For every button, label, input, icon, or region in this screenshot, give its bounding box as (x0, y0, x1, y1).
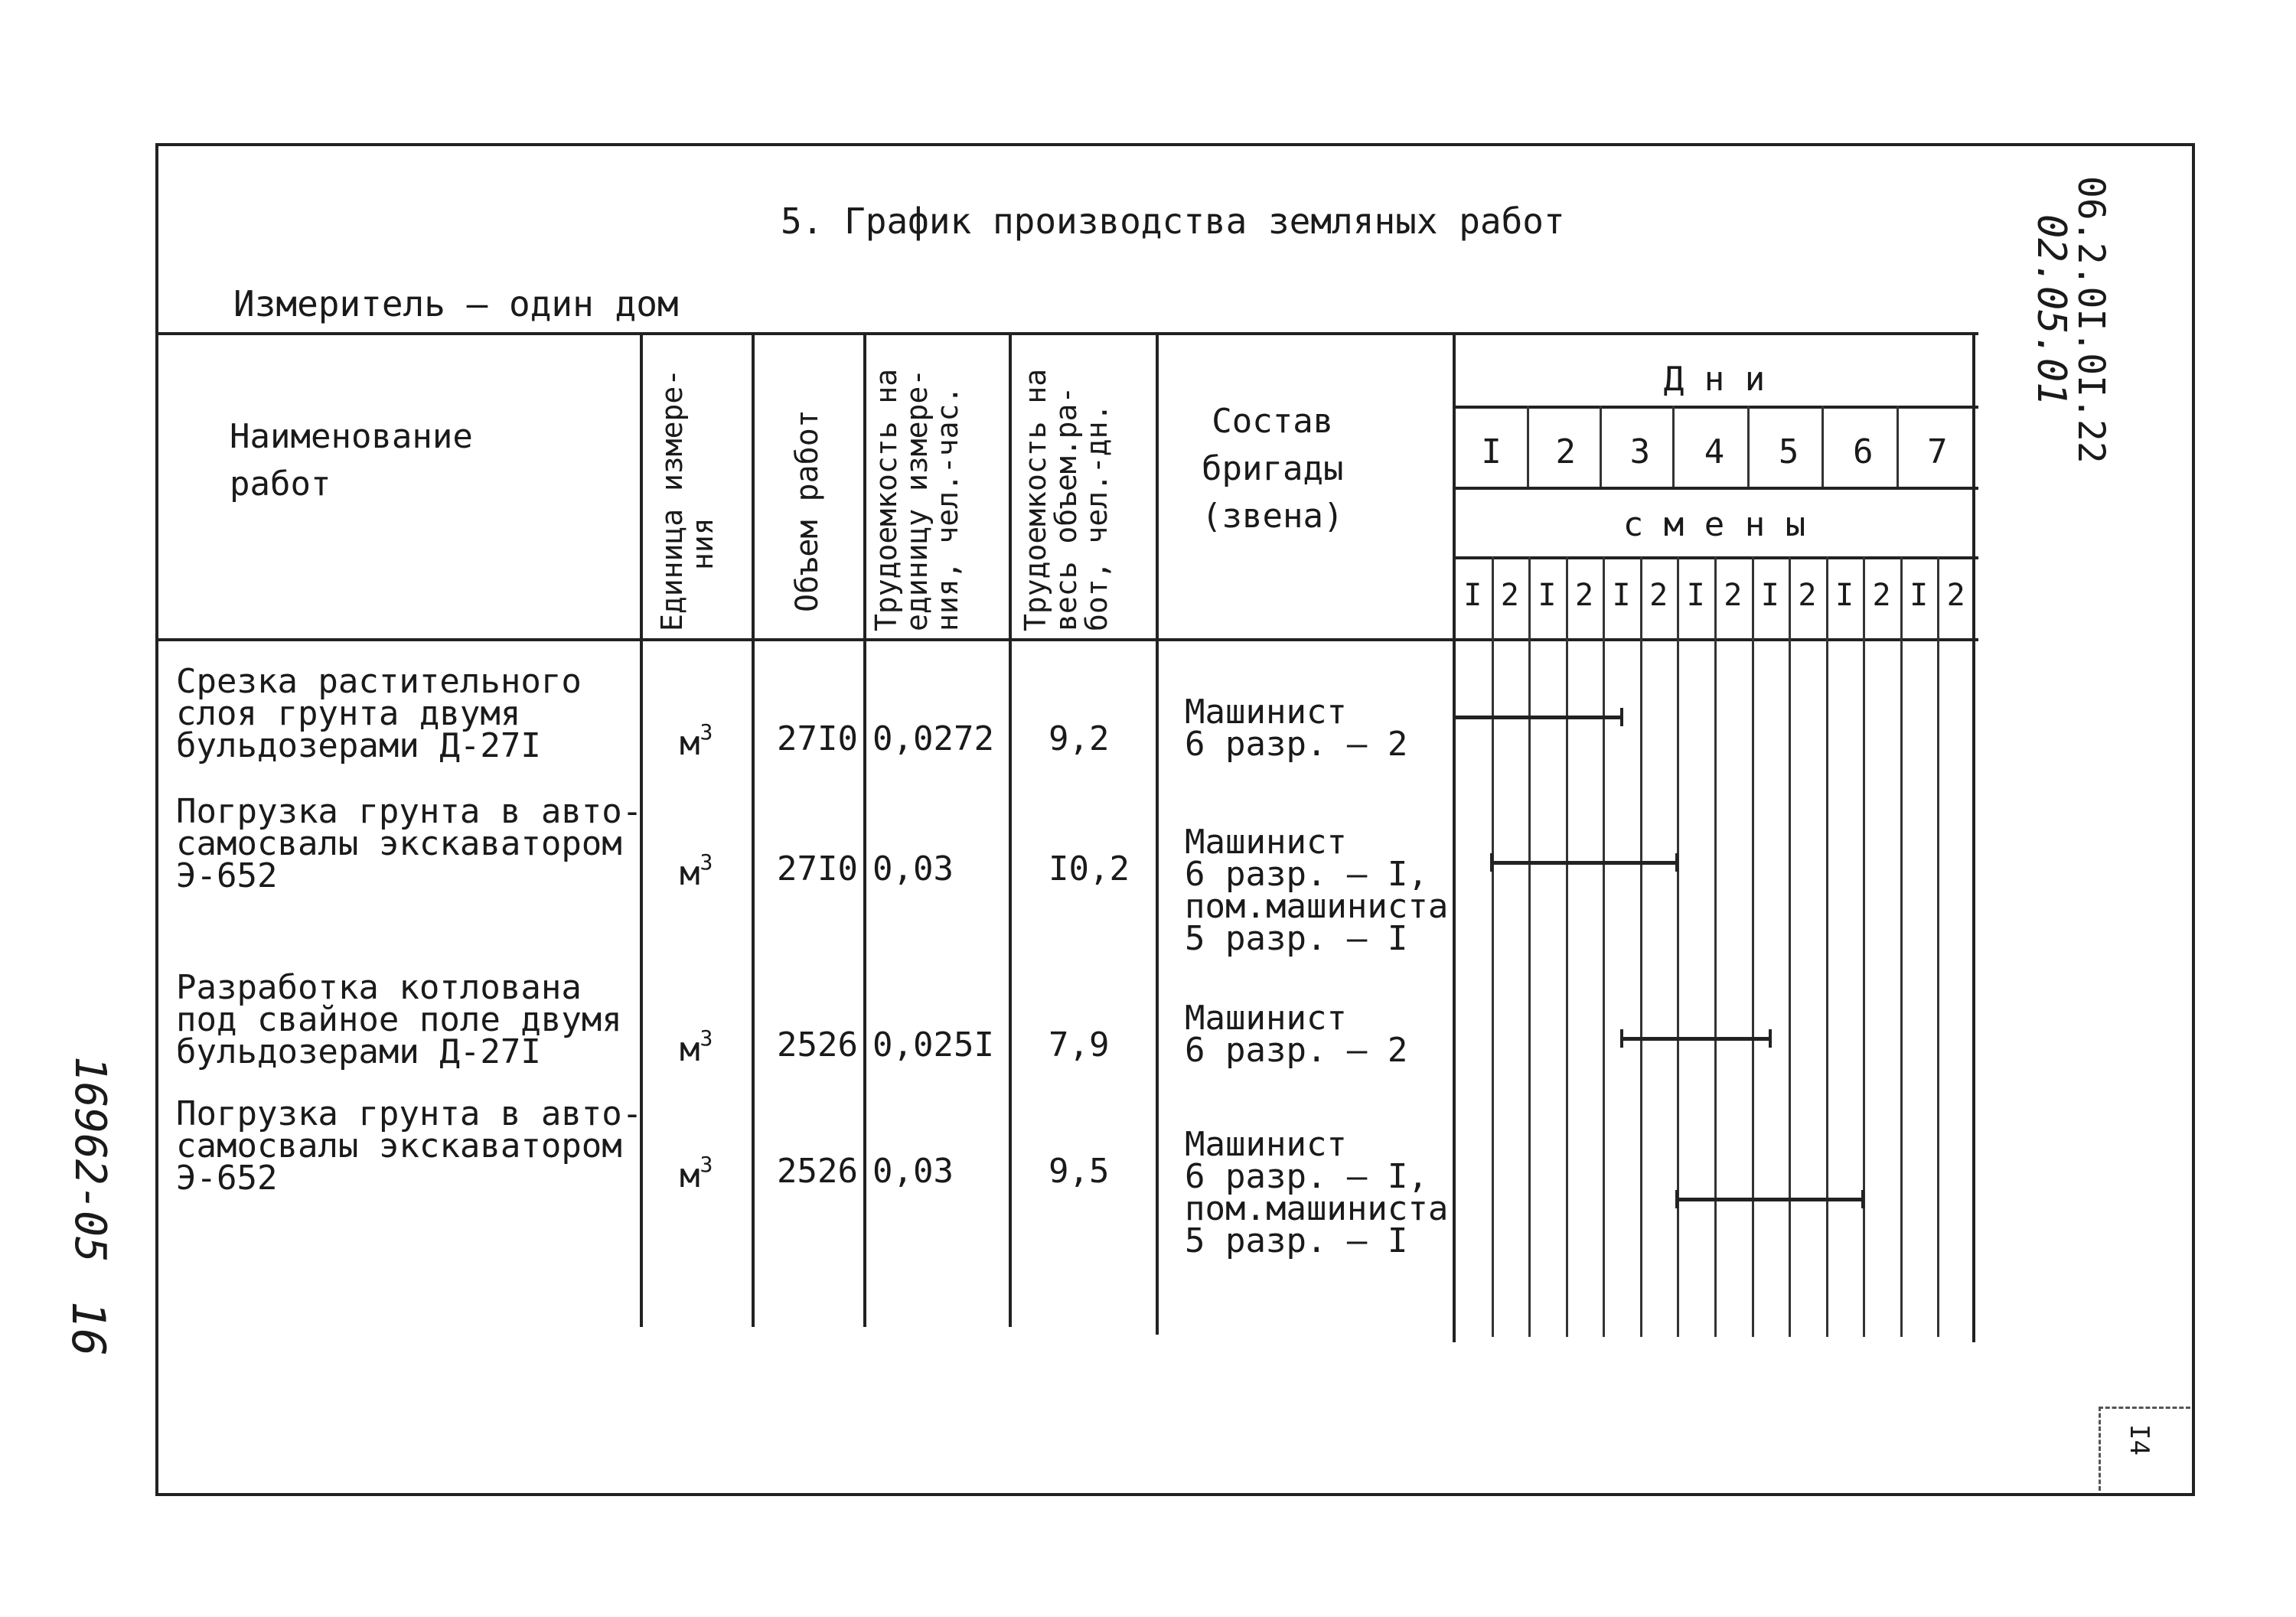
shift-grid-line (1752, 556, 1754, 1337)
row-crew (1185, 999, 1408, 1070)
shift-grid-line (1900, 556, 1903, 1337)
row-name-line: Срезка растительного (176, 662, 582, 701)
schedule-bar-end (1675, 853, 1678, 872)
header-crew-line: Состав (1212, 402, 1334, 441)
schedule-bar (1454, 716, 1622, 719)
row-unit (680, 849, 713, 893)
side-doc-number: 16962-05 (65, 1056, 115, 1263)
schedule-bar (1677, 1198, 1863, 1201)
shift-grid-line (1528, 556, 1531, 1337)
row-volume: 2526 (777, 1152, 858, 1191)
header-days-label: Д н и (1663, 360, 1766, 399)
row-crew-line: 6 разр. – I, (1185, 1157, 1428, 1196)
col-line-schedule (1453, 332, 1456, 1342)
row-volume: 2526 (777, 1025, 858, 1064)
shift-number: I (1910, 578, 1929, 613)
row-crew (1185, 1125, 1449, 1260)
row-name (176, 1094, 643, 1198)
table-header-bottom-line (157, 638, 1978, 641)
row-crew-line: 5 разр. – I (1185, 1221, 1408, 1260)
row-unit-base: м (680, 1030, 700, 1069)
shift-number: I (1463, 578, 1482, 613)
shift-grid-line (1937, 556, 1939, 1337)
header-volume: Объем работ (790, 409, 825, 612)
row-unit-base: м (680, 724, 700, 763)
row-unit-exponent: 3 (700, 1152, 713, 1177)
day-number: 2 (1555, 432, 1576, 471)
shift-grid-line (1677, 556, 1679, 1337)
table-top-line (157, 332, 1978, 335)
row-crew-line: 6 разр. – I, (1185, 855, 1428, 894)
header-unit (657, 369, 718, 631)
row-crew-line: Машинист (1185, 693, 1347, 732)
days-line (1454, 406, 1978, 409)
row-labor-unit: 0,03 (872, 849, 954, 888)
row-name-line: Погрузка грунта в авто- (176, 1094, 643, 1133)
row-name (176, 662, 582, 765)
shift-number: I (1686, 578, 1705, 613)
shift-grid-line (1863, 556, 1865, 1337)
row-crew-line: пом.машиниста (1185, 887, 1449, 926)
day-number: 4 (1704, 432, 1725, 471)
shift-number: 2 (1724, 578, 1743, 613)
row-name-line: самосвалы экскаватором (176, 824, 622, 863)
measure-label: Измеритель – один дом (233, 283, 679, 324)
header-name (230, 413, 473, 508)
side-page-number: 16 (61, 1301, 115, 1357)
row-name-line: бульдозерами Д-27I (176, 1032, 541, 1071)
schedule-bar-end (1453, 708, 1456, 726)
row-volume: 27I0 (777, 849, 858, 888)
schedule-bar (1492, 861, 1678, 865)
col-line-labor-unit (863, 332, 866, 1327)
row-unit-base: м (680, 854, 700, 893)
row-name (176, 968, 622, 1071)
shift-grid-line (1826, 556, 1828, 1337)
row-name-line: слоя грунта двумя (176, 694, 521, 733)
col-line-end (1972, 332, 1975, 1342)
shift-grid-line (1789, 556, 1791, 1337)
row-crew-line: 6 разр. – 2 (1185, 1031, 1408, 1070)
shift-grid-line (1714, 556, 1717, 1337)
row-unit-exponent: 3 (700, 719, 713, 745)
row-name-line: Разработка котлована (176, 968, 582, 1007)
shift-number: 2 (1872, 578, 1891, 613)
header-labor-total-line: Трудоемкость на (1019, 368, 1052, 631)
side-code-2: 02.05.01 (2028, 214, 2074, 406)
schedule-bar (1622, 1037, 1770, 1041)
schedule-bar-end (1490, 853, 1493, 872)
row-labor-total: 9,2 (1049, 719, 1110, 758)
header-labor-total-line: бот, чел.-дн. (1080, 403, 1114, 631)
row-crew-line: Машинист (1185, 999, 1347, 1038)
shift-number: I (1760, 578, 1779, 613)
row-name-line: Погрузка грунта в авто- (176, 792, 643, 831)
schedule-bar-end (1620, 708, 1623, 726)
shift-number: 2 (1574, 578, 1594, 613)
header-labor-total-line: весь объем.ра- (1049, 386, 1083, 631)
row-unit (680, 1025, 713, 1069)
shift-grid-line (1603, 556, 1605, 1337)
shift-grid-line (1566, 556, 1568, 1337)
day-number: I (1481, 432, 1502, 471)
row-unit-exponent: 3 (700, 1025, 713, 1051)
schedule-bar-end (1675, 1190, 1678, 1208)
day-number: 5 (1778, 432, 1799, 471)
row-unit (680, 1152, 713, 1195)
schedule-bar-end (1861, 1190, 1864, 1208)
row-labor-total: 7,9 (1049, 1025, 1110, 1064)
shift-number: I (1538, 578, 1557, 613)
col-line-crew (1156, 332, 1159, 1335)
schedule-bar-end (1769, 1029, 1772, 1048)
row-crew-line: 6 разр. – 2 (1185, 725, 1408, 764)
day-number: 6 (1853, 432, 1874, 471)
header-name-line: Наименование (230, 417, 473, 456)
side-code-1: 06.2.0I.0I.22 (2069, 176, 2112, 464)
row-labor-unit: 0,03 (872, 1152, 954, 1191)
row-labor-unit: 0,0272 (872, 719, 994, 758)
shift-number: 2 (1500, 578, 1519, 613)
row-volume: 27I0 (777, 719, 858, 758)
row-name-line: бульдозерами Д-27I (176, 726, 541, 765)
shift-number: I (1835, 578, 1854, 613)
header-crew-line: бригады (1202, 449, 1344, 488)
col-line-volume (752, 332, 755, 1327)
header-name-line: работ (230, 465, 331, 504)
day-number: 7 (1927, 432, 1948, 471)
col-line-labor-total (1009, 332, 1012, 1327)
header-labor-unit-line: единицу измере- (900, 368, 934, 631)
row-crew (1185, 823, 1449, 958)
row-name (176, 792, 643, 895)
header-unit-line: Единица измере- (655, 368, 689, 631)
header-labor-unit-line: Трудоемкость на (869, 368, 903, 631)
row-name-line: Э-652 (176, 856, 278, 895)
row-crew-line: Машинист (1185, 823, 1347, 862)
row-crew (1185, 693, 1408, 764)
schedule-bar-end (1620, 1029, 1623, 1048)
shift-number: 2 (1946, 578, 1965, 613)
day-number: 3 (1629, 432, 1651, 471)
page-title: 5. График производства земляных работ (781, 200, 1565, 242)
header-crew-line: (звена) (1202, 497, 1344, 536)
row-crew-line: 5 разр. – I (1185, 919, 1408, 958)
row-crew-line: пом.машиниста (1185, 1189, 1449, 1228)
sheet-stamp (2099, 1407, 2190, 1491)
header-unit-line: ния (686, 517, 719, 570)
row-labor-total: 9,5 (1049, 1152, 1110, 1191)
sheet-number: I4 (2124, 1424, 2154, 1456)
shift-grid-line (1640, 556, 1642, 1337)
row-labor-unit: 0,025I (872, 1025, 994, 1064)
row-crew-line: Машинист (1185, 1125, 1347, 1164)
day-numbers-line (1454, 487, 1978, 490)
header-crew (1202, 398, 1343, 540)
shift-grid-line (1492, 556, 1494, 1337)
row-name-line: под свайное поле двумя (176, 1000, 622, 1039)
shift-number: 2 (1798, 578, 1817, 613)
row-labor-total: I0,2 (1049, 849, 1130, 888)
row-unit (680, 719, 713, 763)
header-labor-unit (871, 369, 963, 631)
shift-number: 2 (1649, 578, 1668, 613)
row-unit-base: м (680, 1156, 700, 1195)
header-shifts-label: с м е н ы (1623, 505, 1806, 544)
shift-number: I (1612, 578, 1631, 613)
row-name-line: самосвалы экскаватором (176, 1126, 622, 1165)
row-unit-exponent: 3 (700, 849, 713, 875)
header-labor-unit-line: ния, чел.-час. (931, 386, 964, 631)
header-labor-total (1020, 369, 1112, 631)
row-name-line: Э-652 (176, 1159, 278, 1198)
